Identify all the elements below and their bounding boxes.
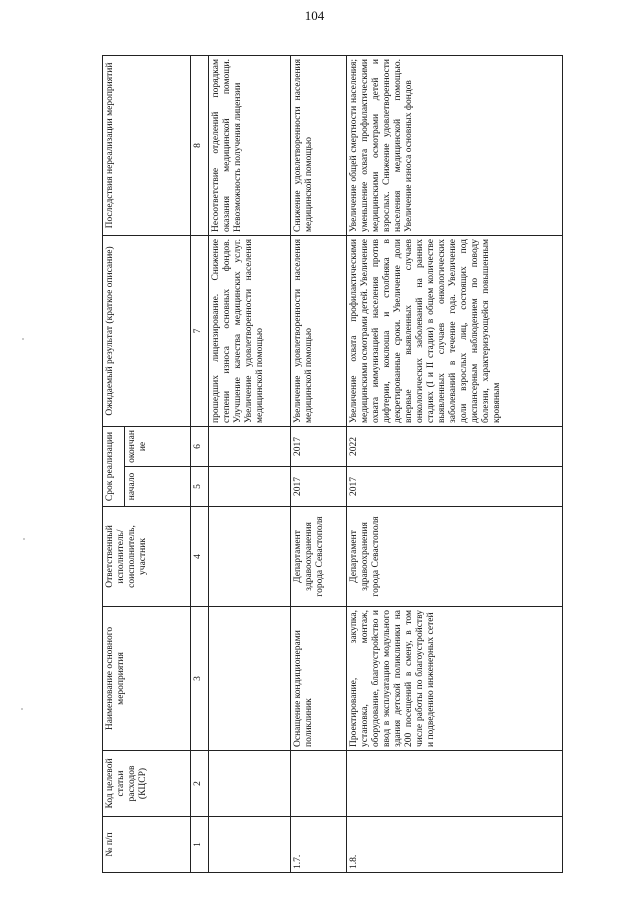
row-name: [209, 607, 291, 751]
header-end: окончание: [125, 426, 191, 466]
header-kdsr: Код целевой статьи расходов (КЦСР): [103, 751, 191, 817]
row-name: Проектирование, закупка, установка, монтаж, оборудование, благоустройство и ввод в эксплуатацию модульного здания детской поликлиники на 200 посещений в смену, в том числе работы по благоустройству и подведению инженерных сетей: [347, 607, 563, 751]
scan-speck: [23, 538, 25, 540]
col-number: 8: [191, 55, 209, 235]
header-expected: Ожидаемый результат (краткое описание): [103, 235, 191, 426]
row-kdsr: [291, 751, 347, 817]
row-consequences: Снижение удовлетворенности населения медицинской помощью: [291, 55, 347, 235]
row-executor: [209, 507, 291, 607]
rotated-table-wrapper: [102, 56, 563, 873]
row-kdsr: [347, 751, 563, 817]
header-num: № п/п: [103, 817, 191, 873]
row-num: 1.8.: [347, 817, 563, 873]
rotated-table-container: [102, 56, 563, 873]
col-number: 3: [191, 607, 209, 751]
header-executor: Ответственный исполнитель/ соисполнитель, участник: [103, 507, 191, 607]
row-consequences: Увеличение общей смертности населения; уменьшение охвата профилактическими медицинскими осмотрами детей и взрослых. Снижение удовлетворенности населения медицинской помощью. Увеличение износа основных фондов: [347, 55, 563, 235]
row-executor: Департамент здравоохранения города Севастополя: [347, 507, 563, 607]
table-row: [209, 55, 291, 872]
col-number: 6: [191, 426, 209, 466]
page-number: 104: [304, 8, 325, 23]
col-number: 1: [191, 817, 209, 873]
program-measures-table: [102, 55, 563, 873]
row-end: [209, 426, 291, 466]
header-consequences: Последствия нереализации мероприятий: [103, 55, 191, 235]
header-start: начало: [125, 467, 191, 507]
col-number: 2: [191, 751, 209, 817]
header-name: Наименование основного мероприятия: [103, 607, 191, 751]
row-executor: Департамент здравоохранения города Севастополя: [291, 507, 347, 607]
row-start: [209, 467, 291, 507]
row-expected: Увеличение удовлетворенности населения медицинской помощью: [291, 235, 347, 426]
row-name: Оснащение кондиционерами поликлиник: [291, 607, 347, 751]
col-number: 4: [191, 507, 209, 607]
table-row: [347, 55, 563, 872]
row-start: 2017: [291, 467, 347, 507]
col-number: 5: [191, 467, 209, 507]
col-number: 7: [191, 235, 209, 426]
row-num: [209, 817, 291, 873]
row-start: 2017: [347, 467, 563, 507]
row-end: 2022: [347, 426, 563, 466]
header-term: Срок реализации: [103, 426, 125, 506]
row-expected: прошедших лицензирование. Снижение степени износа основных фондов. Улучшение качества медицинских услуг. Увеличение удовлетворенности населения медицинской помощью: [209, 235, 291, 426]
scan-speck: [22, 338, 24, 340]
table-row: [291, 55, 347, 872]
scan-speck: [21, 708, 23, 710]
column-numbers-row: [191, 55, 209, 872]
row-kdsr: [209, 751, 291, 817]
row-expected: Увеличение охвата профилактическими медицинскими осмотрами детей. Увеличение охвата иммунизацией населения против дифтерии, коклюша и столбняка в декретированные сроки. Увеличение доли впервые выявленных случаев онкологических заболеваний на ранних стадиях (I и II стадии) в общем количестве выявленных случаев онкологических заболеваний в течение года. Увеличение доли взрослых лиц, состоящих под диспансерным наблюдением по поводу болезни, характеризующейся повышенным кровяным: [347, 235, 563, 426]
row-consequences: Несоответствие отделений порядкам оказания медицинской помощи. Невозможность получения лицензии: [209, 55, 291, 235]
row-end: 2017: [291, 426, 347, 466]
row-num: 1.7.: [291, 817, 347, 873]
